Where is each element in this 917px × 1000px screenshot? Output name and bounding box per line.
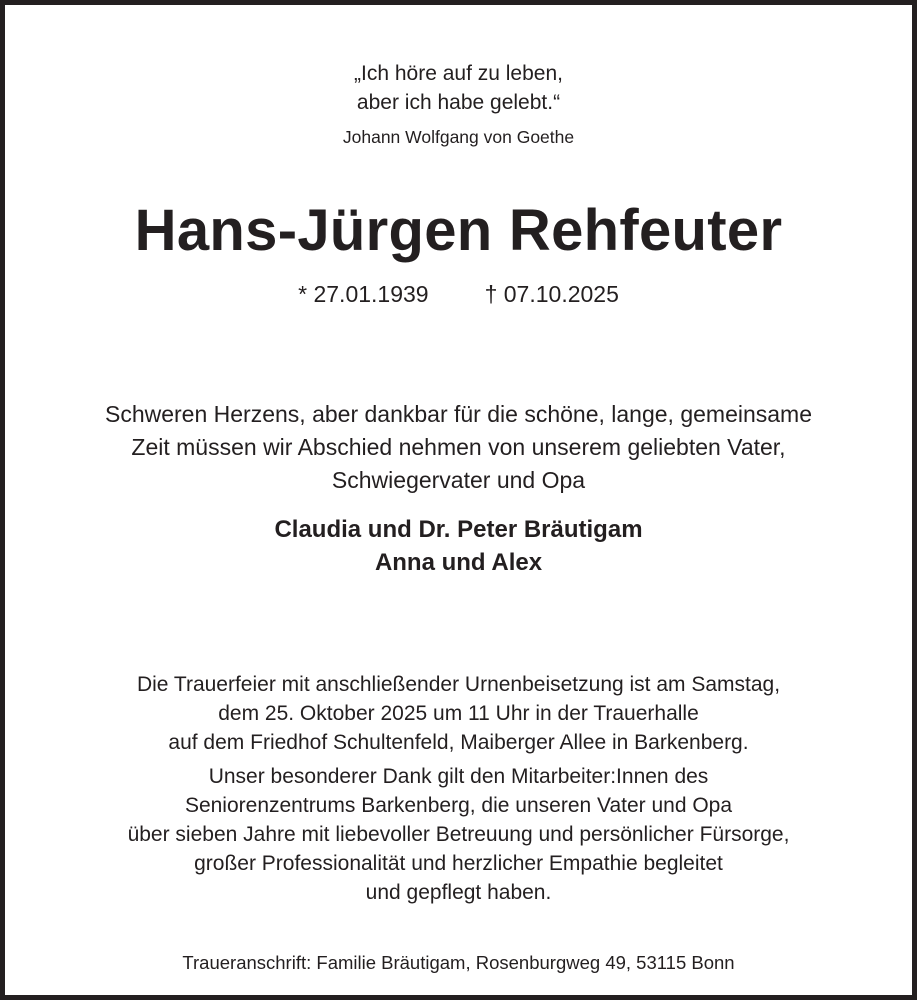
thanks-line: über sieben Jahre mit liebevoller Betreuung und persönlicher Fürsorge, (127, 823, 790, 846)
service-line: Die Trauerfeier mit anschließender Urnenbeisetzung ist am Samstag, (136, 673, 781, 696)
service-line: auf dem Friedhof Schultenfeld, Maiberger Allee in Barkenberg. (168, 731, 749, 754)
thanks-line: und gepflegt haben. (365, 881, 552, 904)
birth-date: * 27.01.1939 (298, 281, 429, 307)
message-line: Schwiegervater und Opa (331, 467, 586, 493)
farewell-message (5, 398, 912, 497)
mourners (5, 513, 912, 579)
message-line: Zeit müssen wir Abschied nehmen von unserem geliebten Vater, (131, 434, 786, 460)
mourner-line: Anna und Alex (374, 549, 543, 576)
message-line: Schweren Herzens, aber dankbar für die schöne, lange, gemeinsame (104, 401, 812, 427)
funeral-service-info (5, 670, 912, 757)
thanks-line: großer Professionalität und herzlicher Empathie begleitet (194, 852, 723, 875)
thanks-line: Unser besonderer Dank gilt den Mitarbeiter:Innen des (208, 765, 709, 788)
thanks-line: Seniorenzentrums Barkenberg, die unseren Vater und Opa (184, 794, 733, 817)
deceased-name: Hans-Jürgen Rehfeuter (134, 198, 783, 263)
death-date: † 07.10.2025 (484, 281, 619, 307)
thanks-message (5, 762, 912, 907)
quote-author: Johann Wolfgang von Goethe (342, 127, 575, 147)
quote-line: aber ich habe gelebt.“ (356, 91, 561, 114)
mourner-line: Claudia und Dr. Peter Bräutigam (274, 516, 643, 543)
quote-line: „Ich höre auf zu leben, (354, 62, 563, 85)
mourning-address: Traueranschrift: Familie Bräutigam, Rosenburgweg 49, 53115 Bonn (182, 952, 735, 973)
life-dates (5, 277, 912, 311)
service-line: dem 25. Oktober 2025 um 11 Uhr in der Trauerhalle (218, 702, 699, 725)
quote (5, 59, 912, 117)
